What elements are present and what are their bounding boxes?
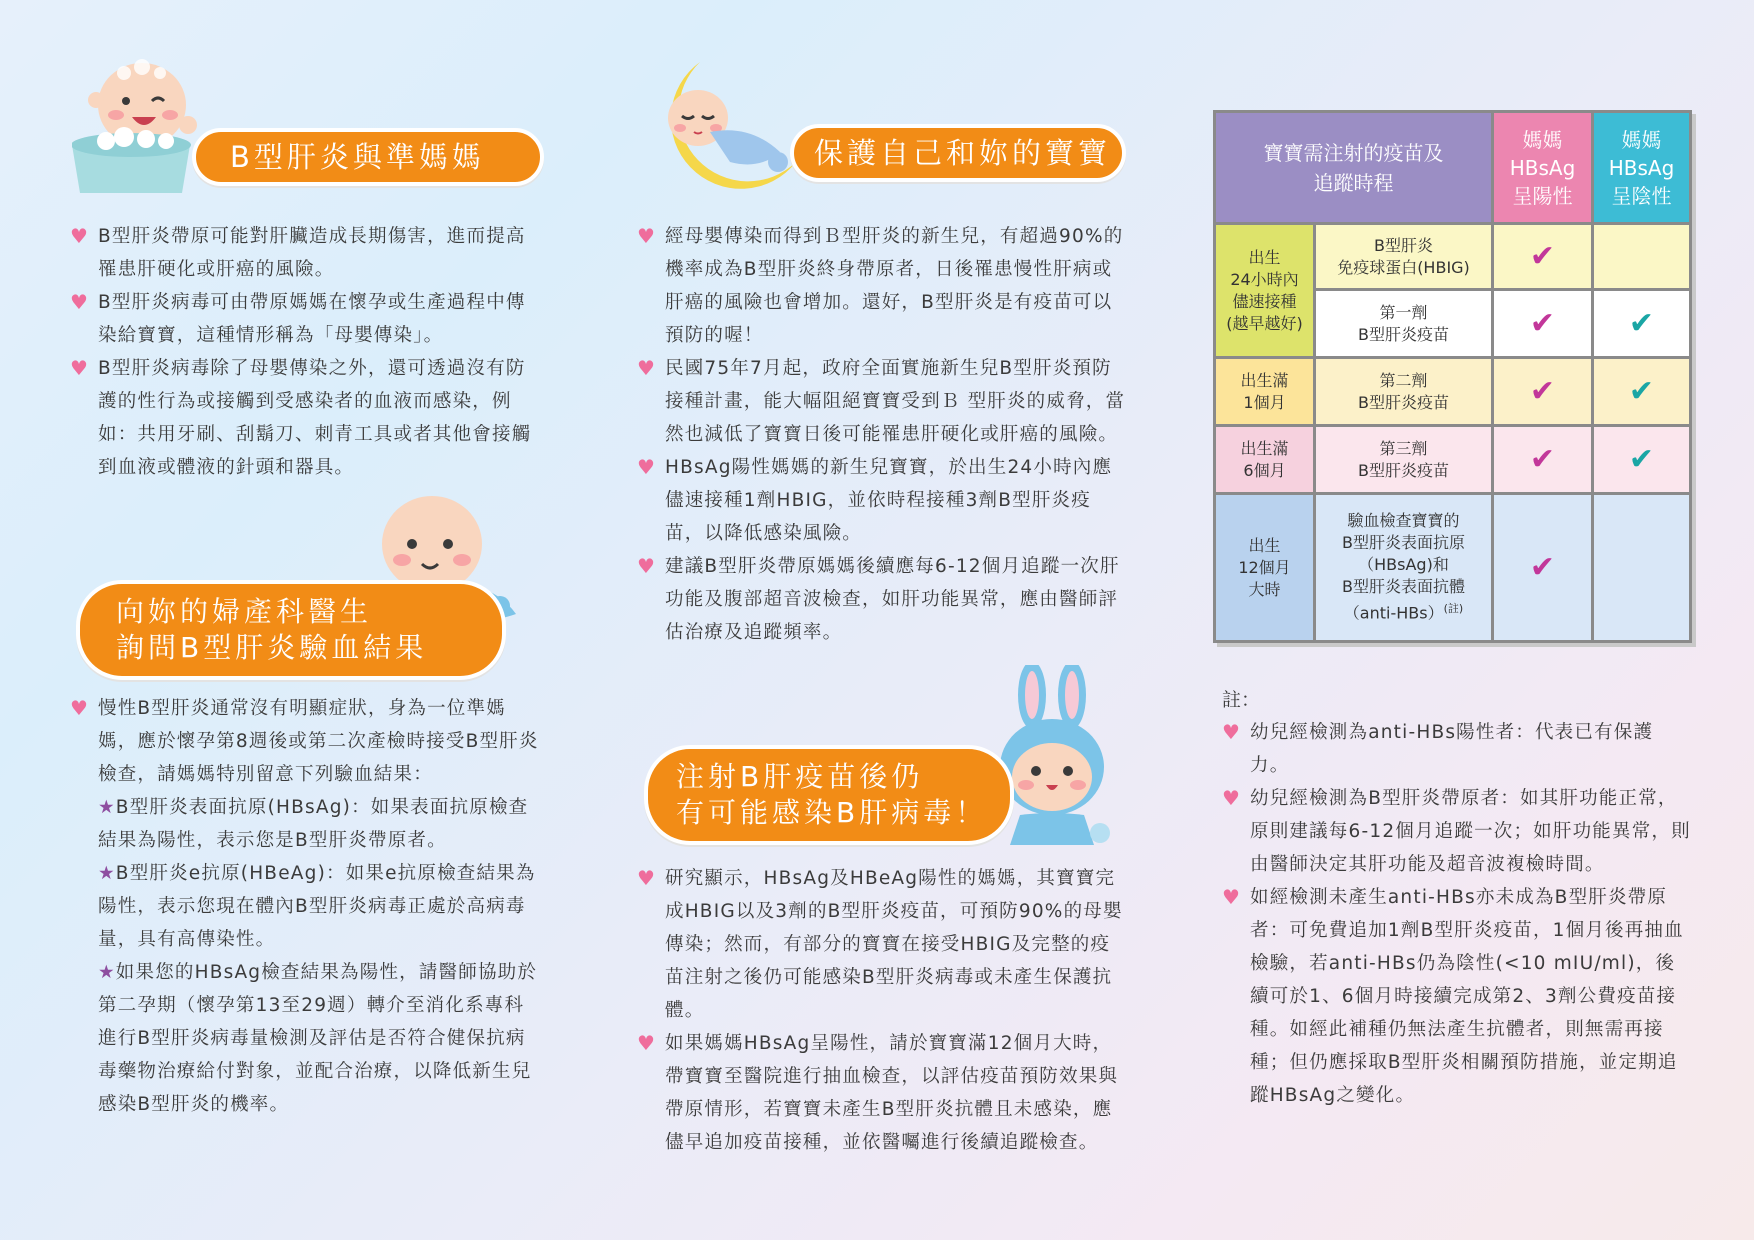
list-item: ★如果您的HBsAg檢查結果為陽性，請醫師協助於第二孕期（懷孕第13至29週）轉介至消化系專科進行B型肝炎病毒量檢測及評估是否符合健保抗病毒藥物治療給付對象，並配合治療，以降低新生兒感染B型肝炎的機率。	[98, 962, 538, 1115]
heart-bullet-icon: ♥	[1222, 720, 1242, 744]
timing-cell: 出生滿 1個月	[1215, 358, 1315, 426]
list-item: ♥ 如經檢測未產生anti-HBs亦未成為B型肝炎帶原者：可免費追加1劑B型肝炎疫苗，1個月後再抽血檢驗，若anti-HBs仍為陰性(<10 mIU/ml)，後續可於1、6個月時接續完成第2、3劑公費疫苗接種。如經此補種仍無法產生抗體者，則無需再接種；但仍應採取B型肝炎相關預防措施，並定期追蹤HBsAg之變化。	[1222, 881, 1692, 1112]
section2-heading-line1: 向妳的婦產科醫生	[116, 595, 373, 628]
heart-bullet-icon: ♥	[1222, 786, 1242, 810]
heart-bullet-icon: ♥	[1222, 885, 1242, 909]
negative-check-cell	[1593, 290, 1691, 358]
table-header-hbsag-negative: 媽媽 HBsAg 呈陰性	[1593, 112, 1691, 224]
list-item: ♥ HBsAg陽性媽媽的新生兒寶寶，於出生24小時內應儘速接種1劑HBIG，並依時程接種3劑B型肝炎疫苗，以降低感染風險。	[637, 451, 1127, 550]
section4-list	[637, 862, 1127, 1159]
timing-cell: 出生 12個月 大時	[1215, 494, 1315, 642]
section2-heading-line2: 詢問B型肝炎驗血結果	[116, 631, 428, 664]
list-item: ♥ 慢性B型肝炎通常沒有明顯症狀，身為一位準媽媽，應於懷孕第8週後或第二次產檢時接受B型肝炎檢查，請媽媽特別留意下列驗血結果：	[70, 692, 540, 791]
section2-list	[70, 692, 540, 1121]
table-row	[1215, 426, 1691, 494]
heart-bullet-icon: ♥	[637, 1031, 657, 1055]
heart-bullet-icon: ♥	[70, 356, 90, 380]
table-header-main: 寶寶需注射的疫苗及 追蹤時程	[1215, 112, 1493, 224]
section3-list	[637, 220, 1127, 649]
section3-heading-text: 保護自己和妳的寶寶	[814, 136, 1112, 170]
positive-check-cell	[1493, 224, 1593, 290]
section4-heading-line1: 注射B肝疫苗後仍	[676, 760, 924, 793]
list-item: ★B型肝炎e抗原(HBeAg)：如果e抗原檢查結果為陽性，表示您現在體內B型肝炎病毒正處於高病毒量，具有高傳染性。	[98, 863, 536, 950]
section1-heading-text: B型肝炎與準媽媽	[230, 140, 485, 174]
table-header-row	[1215, 112, 1691, 224]
negative-check-cell	[1593, 358, 1691, 426]
heart-bullet-icon: ♥	[70, 290, 90, 314]
notes-title: 註：	[1222, 689, 1261, 711]
positive-check-cell	[1493, 494, 1593, 642]
timing-cell: 出生 24小時內 儘速接種 (越早越好)	[1215, 224, 1315, 358]
positive-check-cell	[1493, 426, 1593, 494]
vaccine-cell: 驗血檢查寶寶的 B型肝炎表面抗原 （HBsAg)和 B型肝炎表面抗體 （anti-HBs）$^{(註)}$	[1315, 494, 1493, 642]
notes-list	[1222, 716, 1692, 1112]
heart-bullet-icon: ♥	[637, 866, 657, 890]
checkmark-icon: ✔	[1628, 306, 1655, 341]
star-bullet-icon: ★	[98, 863, 116, 884]
section3-heading	[790, 124, 1126, 182]
list-item: ♥ 民國75年7月起，政府全面實施新生兒B型肝炎預防接種計畫，能大幅阻絕寶寶受到Ｂ 型肝炎的威脅，當然也減低了寶寶日後可能罹患肝硬化或肝癌的風險。	[637, 352, 1127, 451]
checkmark-icon: ✔	[1529, 239, 1556, 274]
checkmark-icon: ✔	[1529, 374, 1556, 409]
list-item: ♥ B型肝炎病毒除了母嬰傳染之外，還可透過沒有防護的性行為或接觸到受感染者的血液而感染，例如：共用牙刷、刮鬍刀、刺青工具或者其他會接觸到血液或體液的針頭和器具。	[70, 352, 540, 484]
star-bullet-icon: ★	[98, 797, 116, 818]
negative-check-cell	[1593, 494, 1691, 642]
vaccine-cell: 第三劑 B型肝炎疫苗	[1315, 426, 1493, 494]
table-header-hbsag-positive: 媽媽 HBsAg 呈陽性	[1493, 112, 1593, 224]
section1-list	[70, 220, 540, 484]
checkmark-icon: ✔	[1628, 442, 1655, 477]
list-item: ♥ B型肝炎病毒可由帶原媽媽在懷孕或生產過程中傳染給寶寶，這種情形稱為「母嬰傳染」。	[70, 286, 540, 352]
list-item: ♥ 建議B型肝炎帶原媽媽後續應每6-12個月追蹤一次肝功能及腹部超音波檢查，如肝功能異常，應由醫師評估治療及追蹤頻率。	[637, 550, 1127, 649]
checkmark-icon: ✔	[1529, 306, 1556, 341]
list-item: ♥ 經母嬰傳染而得到Ｂ型肝炎的新生兒，有超過90%的機率成為B型肝炎終身帶原者，日後罹患慢性肝病或肝癌的風險也會增加。還好，B型肝炎是有疫苗可以預防的喔！	[637, 220, 1127, 352]
heart-bullet-icon: ♥	[637, 455, 657, 479]
heart-bullet-icon: ♥	[637, 554, 657, 578]
list-item: ♥ 如果媽媽HBsAg呈陽性，請於寶寶滿12個月大時，帶寶寶至醫院進行抽血檢查，以評估疫苗預防效果與帶原情形，若寶寶未產生B型肝炎抗體且未感染，應儘早追加疫苗接種，並依醫囑進行後續追蹤檢查。	[637, 1027, 1127, 1159]
section4-heading-line2: 有可能感染B肝病毒！	[676, 796, 988, 829]
heart-bullet-icon: ♥	[70, 224, 90, 248]
list-item: ♥ 幼兒經檢測為B型肝炎帶原者：如其肝功能正常，原則建議每6-12個月追蹤一次；如肝功能異常，則由醫師決定其肝功能及超音波複檢時間。	[1222, 782, 1692, 881]
heart-bullet-icon: ♥	[70, 696, 90, 720]
positive-check-cell	[1493, 290, 1593, 358]
heart-bullet-icon: ♥	[637, 224, 657, 248]
baby-moon-illustration	[640, 58, 800, 208]
vaccine-cell: 第一劑 B型肝炎疫苗	[1315, 290, 1493, 358]
negative-check-cell	[1593, 224, 1691, 290]
checkmark-icon: ✔	[1529, 442, 1556, 477]
note-marker: (註)	[1443, 602, 1464, 616]
table-row	[1215, 224, 1691, 290]
negative-check-cell	[1593, 426, 1691, 494]
list-item: ♥ B型肝炎帶原可能對肝臟造成長期傷害，進而提高罹患肝硬化或肝癌的風險。	[70, 220, 540, 286]
positive-check-cell	[1493, 358, 1593, 426]
table-row	[1215, 358, 1691, 426]
checkmark-icon: ✔	[1628, 374, 1655, 409]
list-item: ★B型肝炎表面抗原(HBsAg)：如果表面抗原檢查結果為陽性，表示您是B型肝炎帶原者。	[98, 797, 529, 851]
star-bullet-icon: ★	[98, 962, 116, 983]
list-item: ♥ 研究顯示，HBsAg及HBeAg陽性的媽媽，其寶寶完成HBIG以及3劑的B型肝炎疫苗，可預防90%的母嬰傳染；然而，有部分的寶寶在接受HBIG及完整的疫苗注射之後仍可能感染B型肝炎病毒或未產生保護抗體。	[637, 862, 1127, 1027]
section4-heading	[644, 745, 1014, 845]
section1-heading	[192, 128, 544, 186]
table-row	[1215, 494, 1691, 642]
vaccine-cell: B型肝炎 免疫球蛋白(HBIG)	[1315, 224, 1493, 290]
section2-heading	[76, 580, 506, 680]
vaccine-cell: 第二劑 B型肝炎疫苗	[1315, 358, 1493, 426]
vaccine-schedule-table	[1213, 110, 1692, 643]
checkmark-icon: ✔	[1529, 550, 1556, 585]
heart-bullet-icon: ♥	[637, 356, 657, 380]
timing-cell: 出生滿 6個月	[1215, 426, 1315, 494]
list-item: ♥ 幼兒經檢測為anti-HBs陽性者：代表已有保護力。	[1222, 716, 1692, 782]
baby-bath-illustration	[72, 45, 212, 205]
